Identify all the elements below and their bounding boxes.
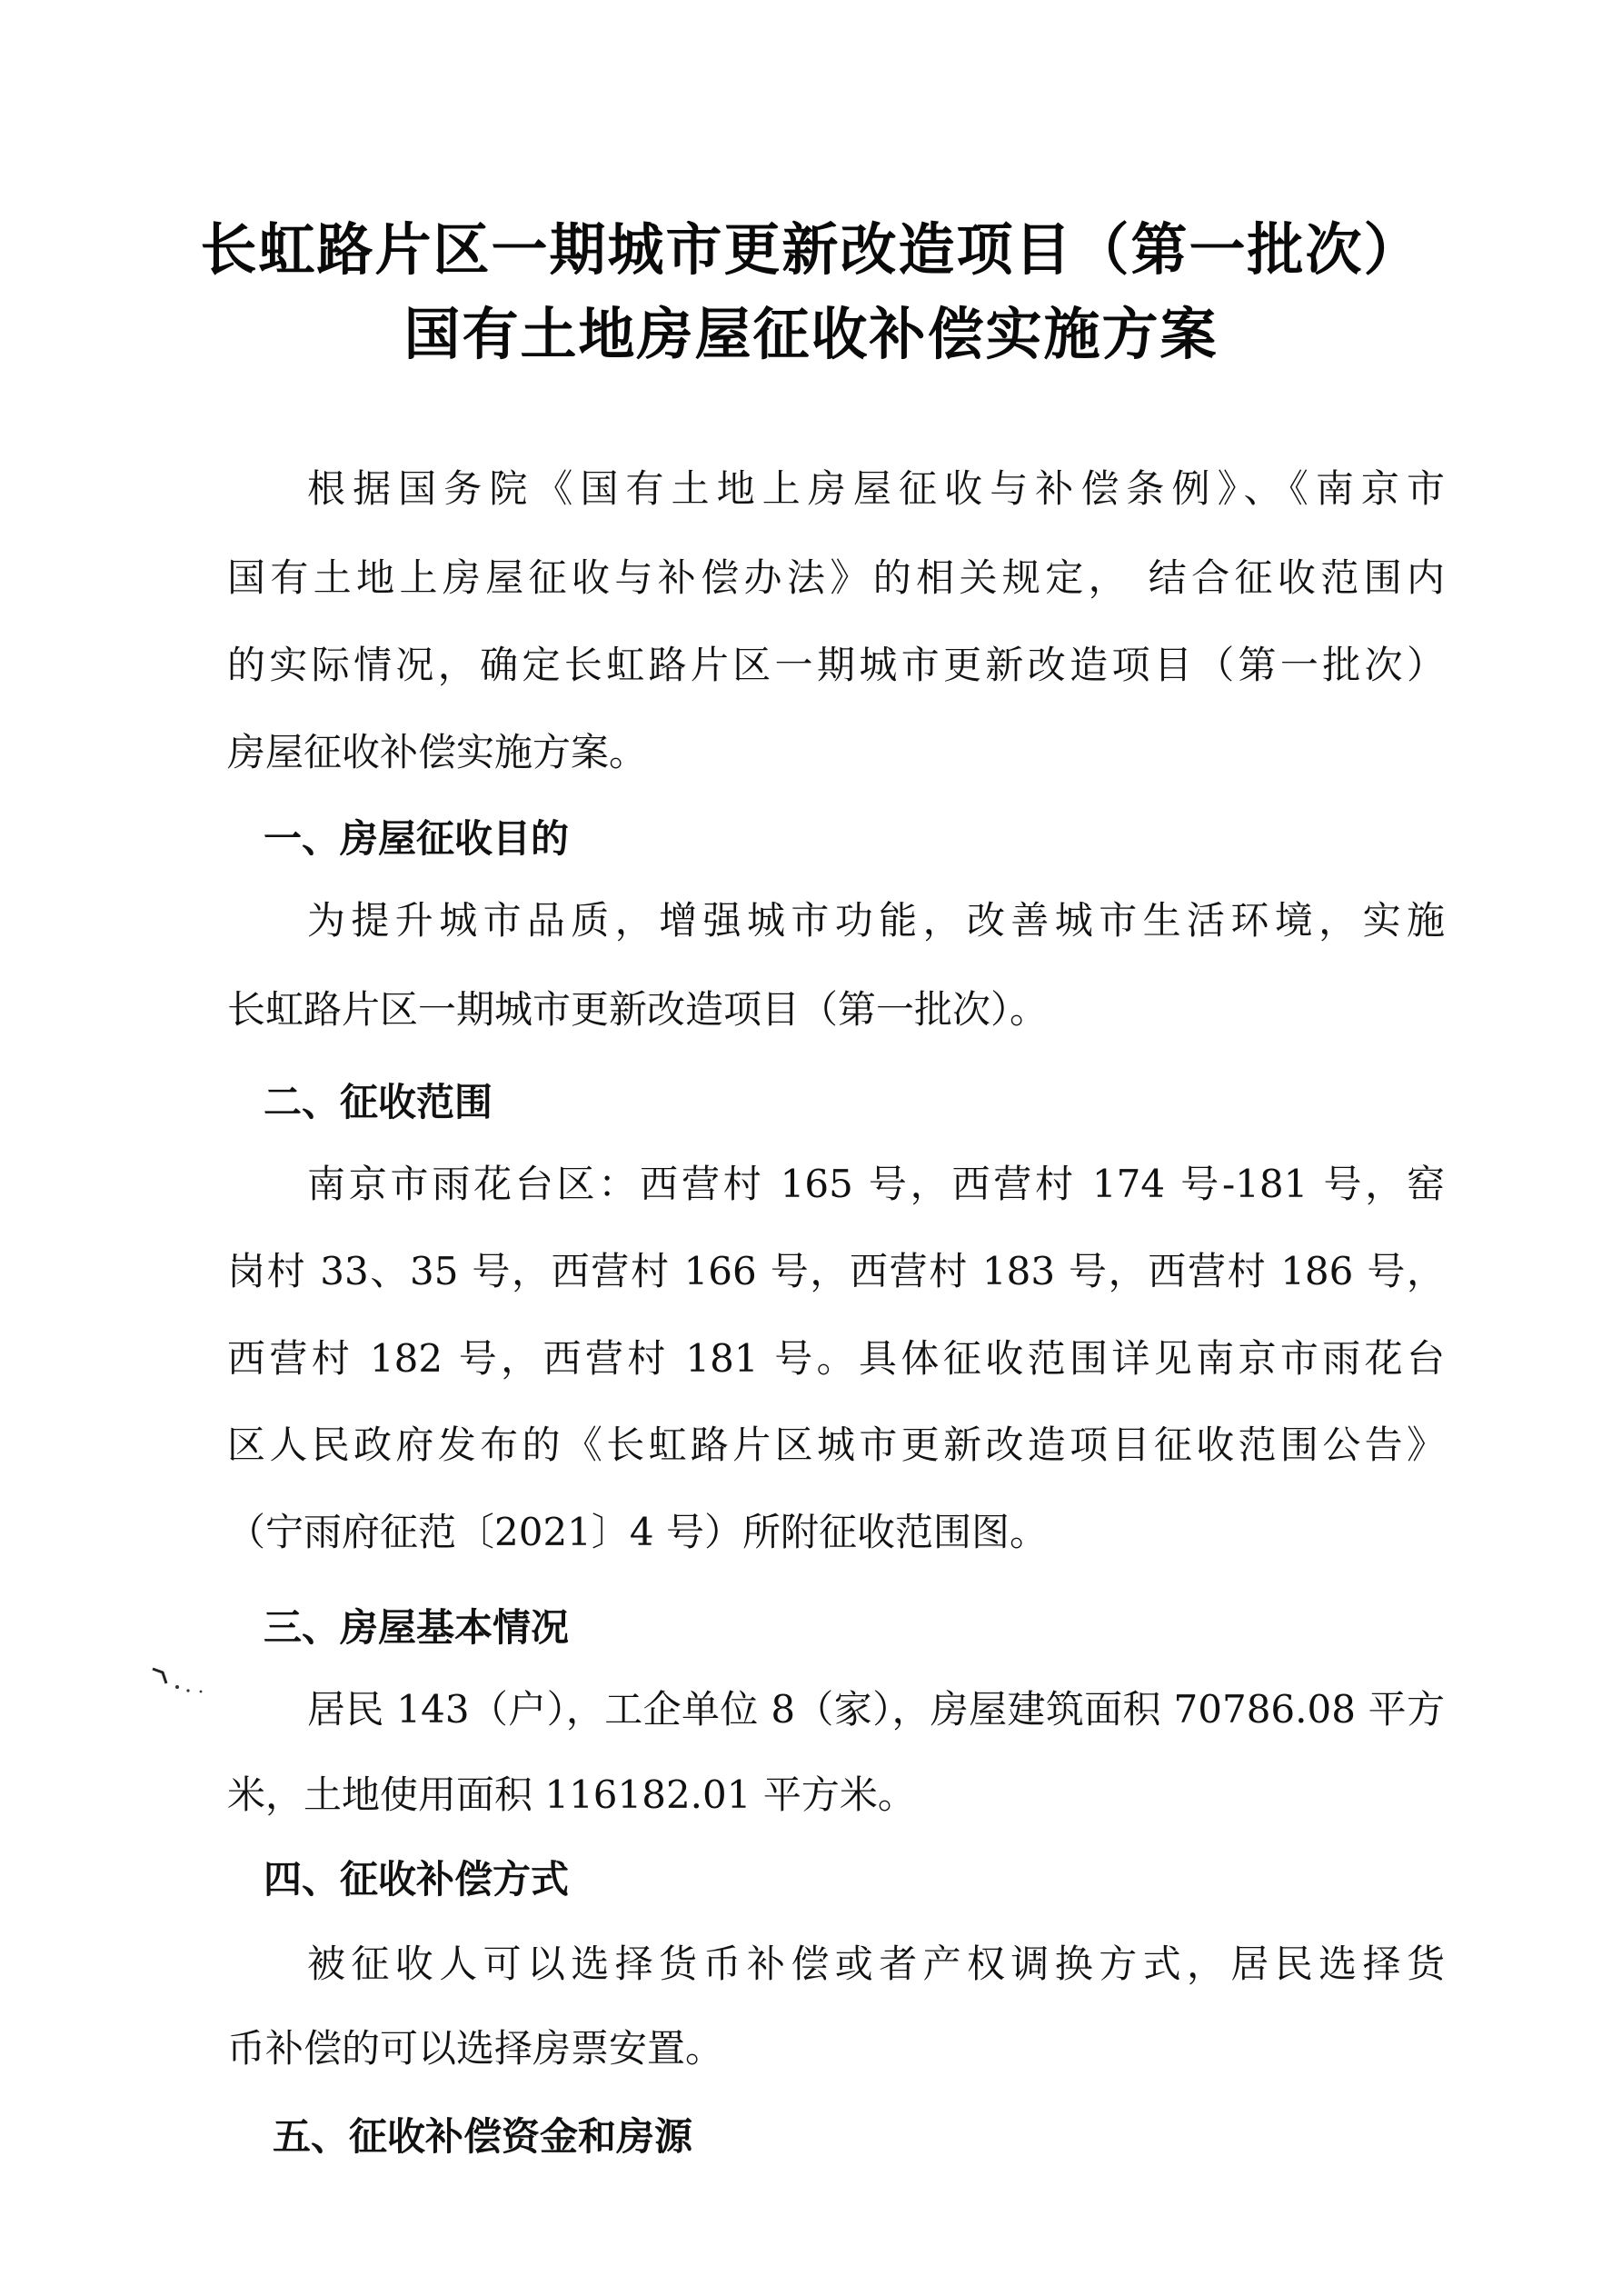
section-4-line-1: 被征收人可以选择货币补偿或者产权调换方式，居民选择货 <box>307 1942 1445 1986</box>
intro-line-3: 的实际情况，确定长虹路片区一期城市更新改造项目（第一批次） <box>227 643 1445 687</box>
section-2-line-2: 岗村 33、35 号，西营村 166 号，西营村 183 号，西营村 186 号， <box>227 1249 1445 1293</box>
document-title-line-2: 国有土地房屋征收补偿实施方案 <box>403 301 1219 367</box>
section-1-heading: 一、房屋征收目的 <box>264 816 570 861</box>
intro-line-1: 根据国务院《国有土地上房屋征收与补偿条例》、《南京市 <box>307 466 1445 511</box>
section-2-heading: 二、征收范围 <box>264 1080 493 1124</box>
section-3-line-1: 居民 143（户），工企单位 8（家），房屋建筑面积 70786.08 平方 <box>307 1687 1445 1732</box>
section-3-line-2: 米，土地使用面积 116182.01 平方米。 <box>227 1772 916 1817</box>
section-1-line-1: 为提升城市品质，增强城市功能，改善城市生活环境，实施 <box>307 898 1445 943</box>
intro-line-4: 房屋征收补偿实施方案。 <box>227 730 648 774</box>
section-2-line-5: （宁雨府征范〔2021〕4 号）所附征收范围图。 <box>227 1510 1048 1554</box>
section-1-line-2: 长虹路片区一期城市更新改造项目（第一批次）。 <box>227 987 1049 1032</box>
section-4-line-2: 币补偿的可以选择房票安置。 <box>227 2026 724 2071</box>
scan-artifact-mark <box>150 1663 218 1700</box>
section-2-line-4: 区人民政府发布的《长虹路片区城市更新改造项目征收范围公告》 <box>227 1423 1445 1467</box>
intro-line-2: 国有土地上房屋征收与补偿办法》的相关规定， 结合征收范围内 <box>227 555 1445 600</box>
section-5-heading: 五、征收补偿资金和房源 <box>273 2114 693 2159</box>
document-title-line-1: 长虹路片区一期城市更新改造项目（第一批次） <box>200 216 1422 283</box>
section-3-heading: 三、房屋基本情况 <box>264 1605 570 1650</box>
section-4-heading: 四、征收补偿方式 <box>264 1857 570 1902</box>
section-2-line-3: 西营村 182 号，西营村 181 号。具体征收范围详见南京市雨花台 <box>227 1336 1445 1381</box>
section-2-line-1: 南京市雨花台区：西营村 165 号，西营村 174 号-181 号，窑 <box>307 1162 1445 1206</box>
